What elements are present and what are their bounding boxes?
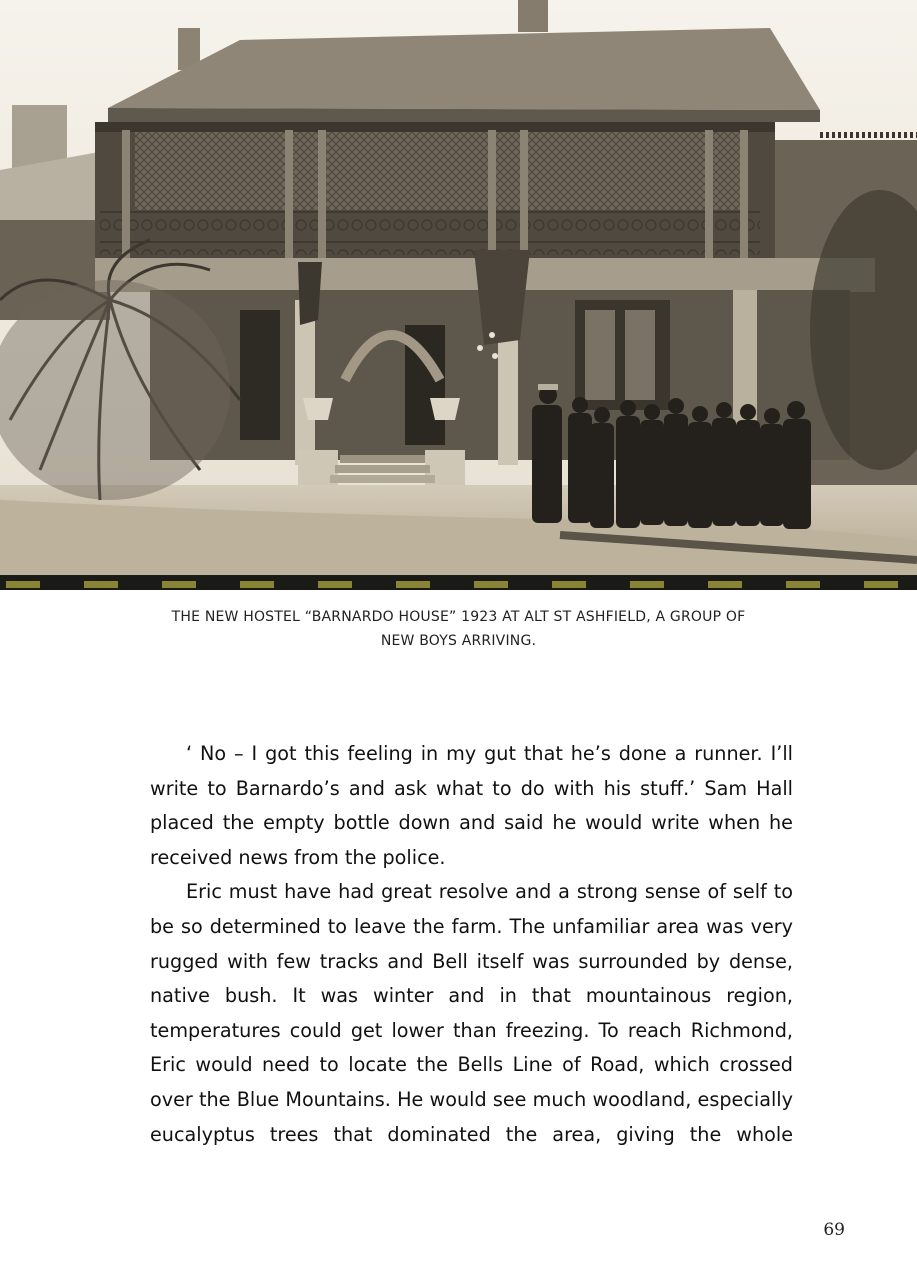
page-number: 69 — [823, 1220, 845, 1240]
photo-illustration — [0, 0, 917, 575]
photo-divider — [0, 575, 917, 586]
palm-foliage — [0, 280, 230, 500]
paragraph: ‘ No – I got this feeling in my gut that he’s done a runner. I’ll write to Barnardo’s and ask what to do with his stuff.’ Sam Hall placed the empty bottle down and said he would write when he received news from the police. — [150, 742, 793, 869]
caption-line-1: THE NEW HOSTEL “BARNARDO HOUSE” 1923 AT ALT ST ASHFIELD, A GROUP OF — [171, 609, 746, 625]
paragraph: Eric must have had great resolve and a strong sense of self to be so determined to leave the farm. The unfamiliar area was very rugged with few tracks and Bell itself was surrounded by dense, native bush. It was winter and in that mountainous region, temperatures could get lower than freezing. To reach Richmond, Eric would need to locate the Bells Line of Road, which crossed over the Blue Mountains. He would see much woodland, especially eucalyptus trees that dominated the area, giving the whole — [150, 880, 793, 1146]
chimney-right — [518, 0, 548, 32]
body-text — [150, 737, 793, 1152]
photo-caption — [120, 605, 797, 653]
upper-veranda — [95, 122, 775, 265]
divider-pattern — [0, 579, 917, 590]
caption-line-2: NEW BOYS ARRIVING. — [380, 633, 537, 649]
historic-photo — [0, 0, 917, 575]
